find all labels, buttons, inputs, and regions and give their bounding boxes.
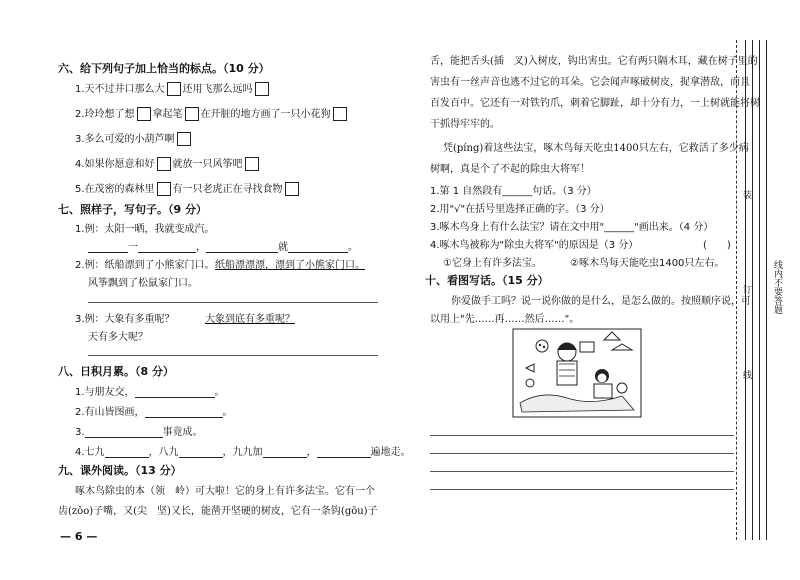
- binding-mark-zhuang: 装: [741, 190, 751, 199]
- punct-box[interactable]: [157, 182, 171, 196]
- writing-line[interactable]: [430, 471, 734, 472]
- s7-example-2-answer: 纸船漂漂漂，漂到了小熊家门口。: [215, 260, 365, 271]
- punct-box[interactable]: [177, 132, 191, 146]
- s6-item-3: 3.多么可爱的小葫芦啊: [75, 130, 193, 146]
- s10-prompt-1: 你爱做手工吗？说一说你做的是什么，是怎么做的。按照顺序说，可: [451, 296, 751, 307]
- answer-blank[interactable]: [145, 407, 223, 418]
- section-8-title: 八、日积月累。（8 分）: [58, 365, 174, 378]
- binding-mark-ding: 订: [741, 285, 751, 294]
- s10-prompt-2: 以用上"先……再……然后……"。: [430, 314, 580, 325]
- binding-mark-xian: 线: [741, 370, 751, 379]
- s7-example-2: 2.例：纸船漂到了小熊家门口。: [75, 260, 215, 271]
- reading-line-2: 害虫有一丝声音也逃不过它的耳朵。它会闻声啄破树皮，捉拿潜敌，而且: [430, 77, 750, 88]
- page-number: — 6 —: [60, 530, 98, 543]
- writing-line[interactable]: [88, 302, 378, 303]
- s7-example-1: 1.例：太阳一晒，我就变成汽。: [75, 224, 215, 235]
- binding-notice: 线内不要答题: [772, 260, 782, 314]
- reading-line-3: 百发百中。它还有一对铁钓爪，刺着它脚趾，却十分有力，一上树就能将树: [430, 98, 760, 109]
- punct-box[interactable]: [157, 157, 171, 171]
- section-6-title: 六、给下列句子加上恰当的标点。（10 分）: [58, 62, 270, 75]
- question-3: 3.啄木鸟身上有什么法宝？请在文中用"______"画出来。（4 分）: [430, 222, 714, 233]
- s8-item-2: 2.有山皆图画， 。: [75, 407, 233, 418]
- answer-blank[interactable]: [88, 242, 128, 253]
- question-1: 1.第 1 自然段有______句话。（3 分）: [430, 186, 597, 197]
- answer-blank[interactable]: [206, 242, 278, 253]
- writing-line[interactable]: [430, 489, 734, 490]
- question-2: 2.用"√"在括号里选择正确的字。（3 分）: [430, 204, 610, 215]
- answer-blank[interactable]: [105, 447, 149, 458]
- binding-line: [759, 40, 760, 540]
- punct-box[interactable]: [285, 182, 299, 196]
- s6-item-1: 1.天不过井口那么大 还用飞那么远吗: [75, 80, 271, 96]
- punct-box[interactable]: [333, 107, 347, 121]
- writing-line[interactable]: [430, 435, 734, 436]
- binding-cut-line: [736, 40, 737, 540]
- answer-paren[interactable]: ( ): [703, 240, 731, 251]
- question-4: 4.啄木鸟被称为"除虫大将军"的原因是（3 分）: [430, 240, 639, 251]
- binding-line: [766, 40, 767, 540]
- s7-example-3-line: 天有多大呢？: [88, 332, 148, 343]
- punct-box[interactable]: [167, 82, 181, 96]
- answer-blank[interactable]: [135, 387, 215, 398]
- s6-item-5: 5.在茂密的森林里 有一只老虎正在寻找食物: [75, 180, 301, 196]
- section-10-title: 十、看图写话。（15 分）: [425, 274, 549, 287]
- answer-blank[interactable]: [317, 447, 371, 458]
- s7-example-2-line: 风筝飘到了松鼠家门口。: [88, 278, 198, 289]
- s6-item-2: 2.玲玲想了想 拿起笔 在开脏的地方画了一只小花狗: [75, 105, 349, 121]
- writing-line[interactable]: [430, 453, 734, 454]
- punct-box[interactable]: [245, 157, 259, 171]
- reading-line-6: 树啊，真是个了不起的除虫大将军！: [430, 164, 590, 175]
- s8-item-1: 1.与朋友交， 。: [75, 387, 225, 398]
- answer-blank[interactable]: [179, 447, 223, 458]
- handcraft-illustration: [512, 328, 642, 418]
- s8-item-3: 3. 事竟成。: [75, 427, 203, 438]
- s9-para-line-2: 齿(zǒo)子嘴，又(尖 坚)又长，能凿开坚硬的树皮，它有一条钩(gōu)子: [58, 506, 378, 517]
- s7-example-3-answer: 大象到底有多重呢？: [205, 314, 295, 325]
- s7-fill-1: 一 ， 就 。: [88, 238, 358, 253]
- answer-blank[interactable]: [263, 447, 307, 458]
- reading-line-4: 干抓得牢牢的。: [430, 119, 500, 130]
- s7-example-3: 3.例：大象有多重呢？: [75, 314, 175, 325]
- writing-line[interactable]: [88, 355, 378, 356]
- s8-item-4: 4.七九 ，八九 ，九九加 ， 遍地走。: [75, 447, 411, 458]
- punct-box[interactable]: [137, 107, 151, 121]
- reading-line-1: 舌，能把舌头(插 叉)入树皮，钩出害虫。它有两只隔木耳，藏在树子里的: [430, 56, 758, 67]
- s6-item-4: 4.如果你愿意和好 就放一只风筝吧: [75, 155, 261, 171]
- reading-line-5: 凭(píng)着这些法宝，啄木鸟每天吃虫1400只左右，它救活了多少病: [443, 143, 749, 154]
- option-1: ①它身上有许多法宝。: [443, 258, 542, 269]
- punct-box[interactable]: [185, 107, 199, 121]
- answer-blank[interactable]: [288, 242, 348, 253]
- answer-blank[interactable]: [138, 242, 196, 253]
- punct-box[interactable]: [255, 82, 269, 96]
- s9-para-line-1: 啄木鸟除虫的本（领 岭）可大啦！它的身上有许多法宝。它有一个: [75, 486, 375, 497]
- answer-blank[interactable]: [85, 427, 163, 438]
- section-9-title: 九、课外阅读。（13 分）: [58, 464, 182, 477]
- option-2: ②啄木鸟每天能吃虫1400只左右。: [570, 258, 725, 269]
- section-7-title: 七、照样子，写句子。（9 分）: [58, 203, 207, 216]
